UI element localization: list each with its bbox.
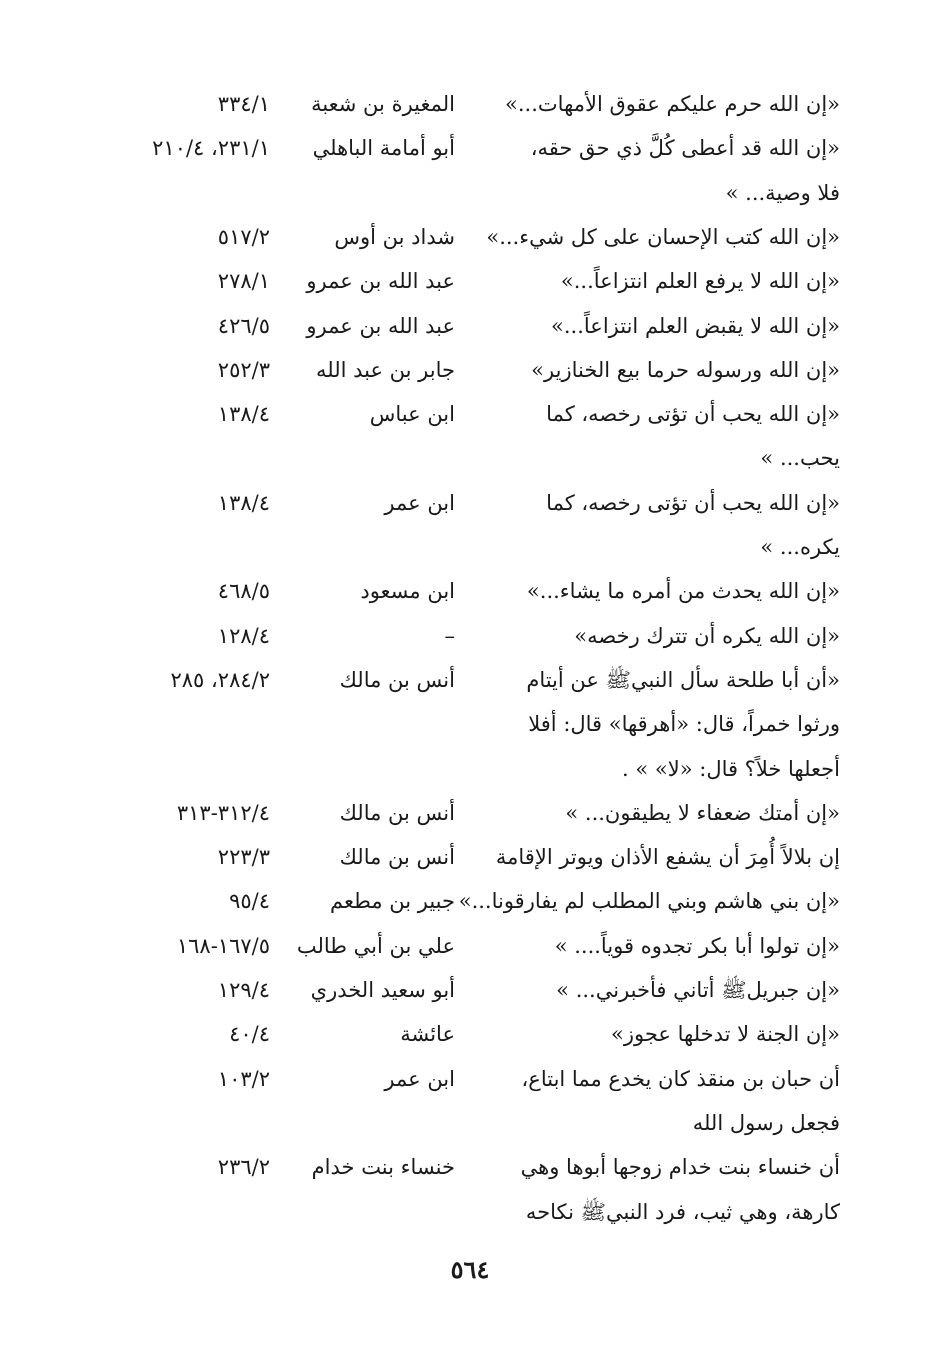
narrator-name: أنس بن مالك <box>339 800 455 825</box>
narrator-name: ابن مسعود <box>360 579 455 604</box>
index-row <box>60 1012 840 1056</box>
narrator-name: ابن عمر <box>384 1066 455 1091</box>
index-row <box>60 569 840 613</box>
volume-page-ref: ١٢٨/٤ <box>217 623 270 648</box>
hadith-text: «إن الله لا يقبض العلم انتزاعاً...» <box>551 313 840 338</box>
narrator-name: أنس بن مالك <box>339 845 455 870</box>
hadith-continuation: يحب... » <box>760 446 840 471</box>
volume-page-ref: ١٣٨/٤ <box>217 402 270 427</box>
hadith-text: أن حبان بن منقذ كان يخدع مما ابتاع، <box>521 1066 840 1091</box>
volume-page-ref: ٤٦٨/٥ <box>217 579 270 604</box>
hadith-text: «إن جبريلﷺ أتاني فأخبرني... » <box>556 978 840 1002</box>
narrator-name: أبو سعيد الخدري <box>310 978 455 1002</box>
volume-page-ref: ١٣٨/٤ <box>217 490 270 515</box>
hadith-text: «إن الله يحب أن تؤتى رخصه، كما <box>546 490 840 515</box>
index-row <box>60 924 840 968</box>
index-row <box>60 126 840 170</box>
narrator-name: أبو أمامة الباهلي <box>312 136 455 161</box>
hadith-text: «إن الله قد أعطى كُلَّ ذي حق حقه، <box>530 136 840 161</box>
narrator-name: المغيرة بن شعبة <box>311 92 455 116</box>
narrator-name: ابن عباس <box>369 402 455 427</box>
index-row <box>60 879 840 923</box>
hadith-text: «إن بني هاشم وبني المطلب لم يفارقونا...» <box>458 889 840 914</box>
hadith-continuation: يكره... » <box>760 535 840 559</box>
hadith-text: «إن تولوا أبا بكر تجدوه قوياً.... » <box>554 933 840 958</box>
volume-page-ref: ٥١٧/٢ <box>217 224 270 249</box>
hadith-text: «إن الله كتب الإحسان على كل شيء...» <box>486 224 840 249</box>
narrator-name: أنس بن مالك <box>339 667 455 692</box>
hadith-text: «إن الله يكره أن تترك رخصه» <box>574 623 840 648</box>
volume-page-ref: ٩٥/٤ <box>229 889 270 914</box>
narrator-name: عائشة <box>400 1022 455 1047</box>
volume-page-ref: ٣١٢/٤-٣١٣ <box>176 800 270 825</box>
hadith-text: «إن الله لا يرفع العلم انتزاعاً...» <box>560 269 840 294</box>
narrator-name: – <box>444 623 455 648</box>
index-row <box>60 658 840 702</box>
volume-page-ref: ١٢٩/٤ <box>217 978 270 1002</box>
volume-page-ref: ٤٢٦/٥ <box>217 313 270 338</box>
hadith-text: «إن أمتك ضعفاء لا يطيقون... » <box>565 800 840 825</box>
narrator-name: جبير بن مطعم <box>329 889 455 914</box>
hadith-continuation: ورثوا خمراً، قال: «أهرقها» قال: أفلا <box>528 712 840 737</box>
narrator-name: شداد بن أوس <box>334 224 455 249</box>
index-row <box>60 968 840 1012</box>
narrator-name: خنساء بنت خدام <box>311 1155 455 1180</box>
index-row <box>60 392 840 436</box>
hadith-text: «إن الله يحب أن تؤتى رخصه، كما <box>546 402 840 427</box>
narrator-name: ابن عمر <box>384 490 455 515</box>
hadith-text: «إن الله يحدث من أمره ما يشاء...» <box>526 579 840 604</box>
index-row <box>60 215 840 259</box>
index-row <box>60 348 840 392</box>
page-number: ٥٦٤ <box>450 1255 490 1284</box>
index-row <box>60 835 840 879</box>
hadith-text: أن خنساء بنت خدام زوجها أبوها وهي <box>520 1155 840 1180</box>
hadith-continuation: فجعل رسول الله <box>692 1110 840 1135</box>
index-row <box>60 614 840 658</box>
index-row <box>60 1145 840 1189</box>
volume-page-ref: ٣٣٤/١ <box>217 92 270 116</box>
index-row <box>60 259 840 303</box>
narrator-name: جابر بن عبد الله <box>315 357 455 382</box>
index-row <box>60 481 840 525</box>
hadith-continuation: فلا وصية... » <box>725 180 840 205</box>
index-row <box>60 791 840 835</box>
hadith-text: «إن الله ورسوله حرما بيع الخنازير» <box>531 357 840 382</box>
volume-page-ref: ٤٠/٤ <box>229 1022 270 1047</box>
volume-page-ref: ٢٢٣/٣ <box>217 845 270 870</box>
volume-page-ref: ٢٥٢/٣ <box>217 357 270 382</box>
hadith-text: «أن أبا طلحة سأل النبيﷺ عن أيتام <box>526 667 840 692</box>
volume-page-ref: ٢٣١/١، ٢١٠/٤ <box>152 136 270 161</box>
hadith-text: «إن الجنة لا تدخلها عجوز» <box>611 1022 840 1047</box>
hadith-continuation: كارهة، وهي ثيب، فرد النبيﷺ نكاحه <box>525 1199 840 1224</box>
narrator-name: عبد الله بن عمرو <box>306 269 455 294</box>
volume-page-ref: ١٦٧/٥-١٦٨ <box>176 933 270 958</box>
volume-page-ref: ٢٨٤/٢، ٢٨٥ <box>170 667 270 692</box>
narrator-name: علي بن أبي طالب <box>296 933 455 958</box>
index-row <box>60 82 840 126</box>
hadith-text: إن بلالاً أُمِرَ أن يشفع الأذان ويوتر الإقامة <box>495 845 840 870</box>
hadith-text: «إن الله حرم عليكم عقوق الأمهات...» <box>505 92 840 116</box>
index-row <box>60 1057 840 1101</box>
volume-page-ref: ٢٧٨/١ <box>217 269 270 294</box>
narrator-name: عبد الله بن عمرو <box>306 313 455 338</box>
index-row <box>60 304 840 348</box>
volume-page-ref: ٢٣٦/٢ <box>217 1155 270 1180</box>
volume-page-ref: ١٠٣/٢ <box>217 1066 270 1091</box>
hadith-continuation: أجعلها خلاً؟ قال: «لا» » . <box>622 756 840 781</box>
